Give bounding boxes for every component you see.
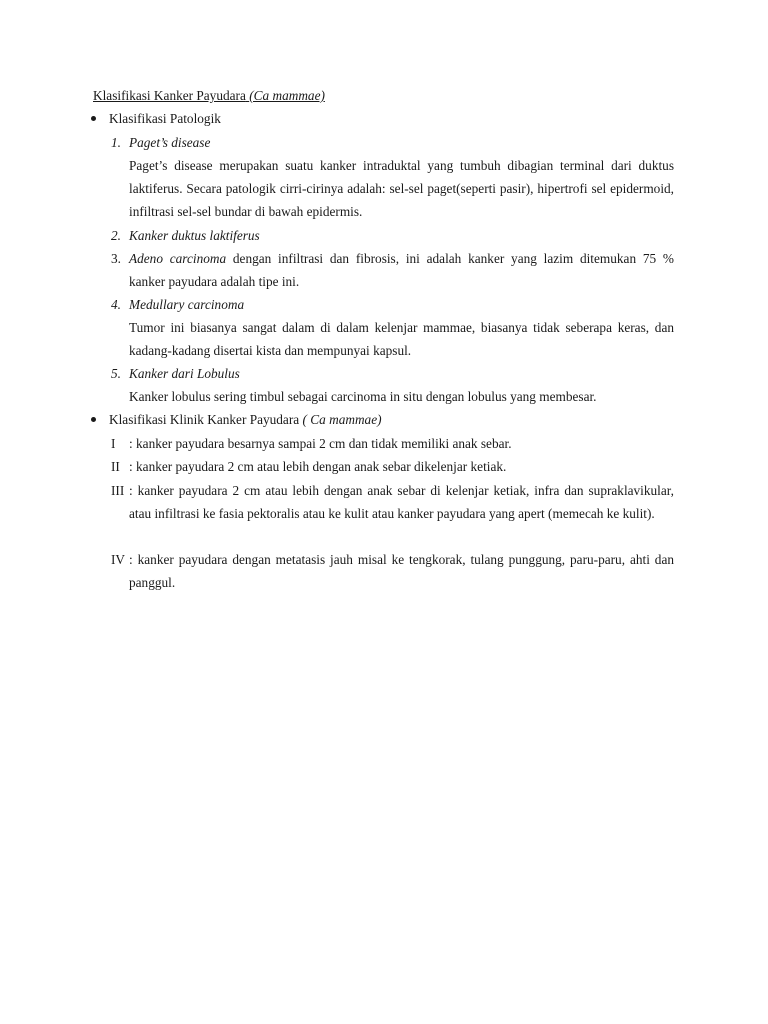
document-title: Klasifikasi Kanker Payudara (Ca mammae) (93, 88, 325, 103)
bullet-icon (91, 417, 96, 422)
section-heading-pathologic: Klasifikasi Patologik (91, 107, 221, 130)
document-page: Klasifikasi Kanker Payudara (Ca mammae) Klasifikasi Patologik 1. Paget’s disease Paget’s disease merupakan suatu kanker intraduktal yang tumbuh dibagian terminal dari duktus laktiferus. Secara patologik cirri-cirinya adalah: sel-sel paget(seperti pasir), hipertrofi sel epidermoid, infiltrasi sel-sel bundar di bawah epidermis. 2. Kanker duktus laktiferus 3. Adeno carcinoma dengan infiltrasi dan fibrosis, ini adalah kanker yang lazim ditemukan 75 % kanker payudara adalah tipe ini. 4. Medullary carcinoma Tumor ini biasanya sangat dalam di dalam kelenjar mammae, biasanya tidak seberapa keras, dan kadang-kadang disertai kista dan mempunyai kapsul. 5. Kanker dari Lobulus Kanker lobulus sering timbul sebagai carcinoma in situ dengan lobulus yang membesar. Klasifikasi Klinik Kanker Payudara ( Ca mammae) I : kanker payudara besarnya sampai 2 cm dan tidak memiliki anak sebar. II : kanker payudara 2 cm atau lebih dengan anak sebar dikelenjar ketiak. III : kanker payudara 2 cm atau lebih dengan anak sebar di kelenjar ketiak, infra dan supraklavikular, atau infiltrasi ke fasia pektoralis atau ke kulit atau kanker payudara yang apert (memecah ke kulit). IV : kanker payudara dengan metatasis jauh misal ke tengkorak, tulang punggung, paru-paru, ahti dan panggul. (0, 0, 768, 1024)
section-heading-clinical: Klasifikasi Klinik Kanker Payudara ( Ca mammae) (91, 408, 382, 431)
adeno-description: kanker payudara adalah tipe ini. (129, 274, 300, 289)
medullary-description: Tumor ini biasanya sangat dalam di dalam kelenjar mammae, biasanya tidak seberapa keras, dan kadang-kadang disertai kista dan mempunyai kapsul. (129, 320, 674, 358)
bullet-icon (91, 116, 96, 121)
lobulus-description: Kanker lobulus sering timbul sebagai carcinoma in situ dengan lobulus yang membesar. (129, 389, 597, 404)
pagets-description: Paget’s disease merupakan suatu kanker intraduktal yang tumbuh dibagian terminal dari duktus laktiferus. Secara patologik cirri-cirinya adalah: sel-sel paget(seperti pasir), hipertrofi sel epidermoid, infiltrasi sel-sel bundar di bawah epidermis. (129, 158, 674, 219)
